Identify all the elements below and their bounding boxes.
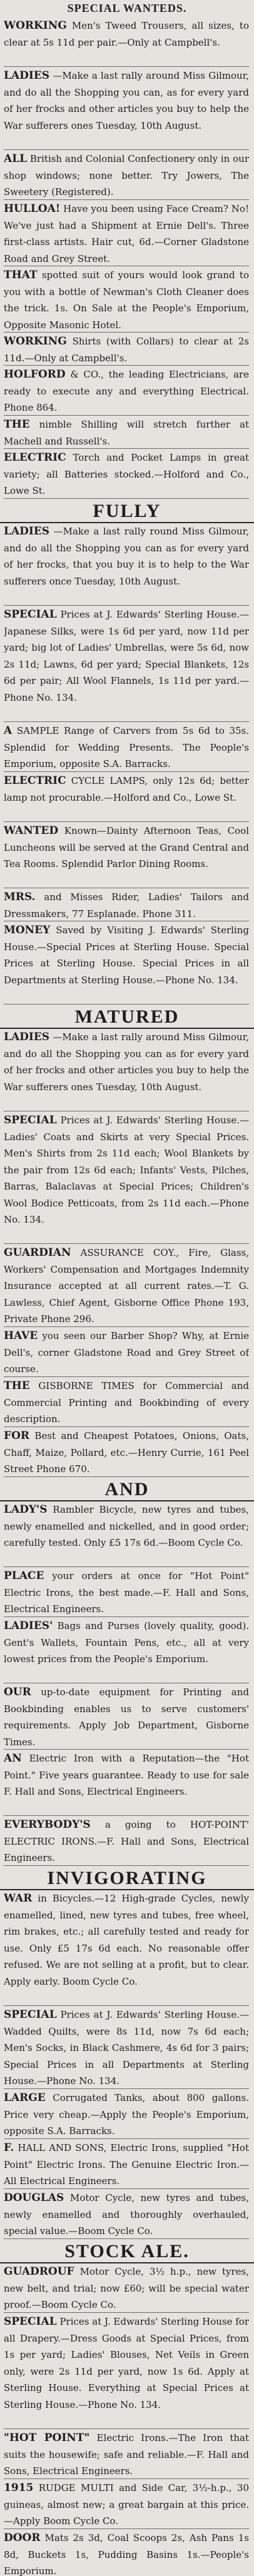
ad-body-text: your orders at once for "Hot Point" Electric Irons, the best made.—F. Hall and Sons, Electrical Engineers. [4, 1570, 249, 1615]
ad-lead-word: MRS. [4, 891, 36, 903]
classified-ad [4, 922, 249, 1005]
ad-lead-word: PLACE [4, 1570, 44, 1582]
classified-ad [4, 2140, 249, 2189]
ad-body-text: CYCLE LAMPS, only 12s 6d; better lamp not procurable.—Holford and Co., Lowe St. [4, 775, 249, 803]
ad-lead-word: SPECIAL [4, 1114, 57, 1126]
ad-lead-word: LADIES [4, 525, 50, 538]
section-heading: INVIGORATING [0, 1867, 254, 1890]
ad-lead-word: THE [4, 1380, 30, 1392]
classified-ad [4, 1328, 249, 1377]
classified-ad [4, 2530, 249, 2576]
classified-ad [4, 2190, 249, 2239]
classified-ad [4, 2313, 249, 2429]
ad-lead-word: WANTED [4, 824, 59, 837]
classified-ad [4, 606, 249, 722]
section-heading: AND [0, 1478, 254, 1501]
classified-ad [4, 416, 249, 449]
classified-ad [4, 1684, 249, 1750]
ad-body-text: a going to HOT-POINT' ELECTRIC IRONS.—F. Hall and Sons, Electrical Engineers. [4, 1819, 249, 1864]
ad-lead-word: GUARDIAN [4, 1246, 71, 1259]
section-heading: MATURED [0, 1005, 254, 1029]
ad-lead-word: A [4, 724, 13, 737]
ad-lead-word: SPECIAL [4, 2008, 57, 2021]
classified-ad [4, 68, 249, 150]
ad-body-text: Corrugated Tanks, about 800 gallons. Price very cheap.—Apply the People's Emporium, opposite S.A. Barracks. [4, 2092, 249, 2137]
ad-body-text: and Misses Rider, Ladies' Tailors and Dressmakers, 77 Esplanade. Phone 311. [4, 891, 249, 920]
classified-ad [4, 723, 249, 772]
ad-lead-word: MONEY [4, 924, 51, 936]
ad-body-text: Known—Dainty Afternoon Teas, Cool Luncheons will be served at the Grand Central and Tea Rooms. Splendid Parlor Dining Rooms. [4, 825, 249, 870]
ad-body-text: Electric Irons.—The Iron that suits the housewife; safe and reliable.—F. Hall and Sons, Electrical Engineers. [4, 2432, 249, 2477]
section-heading: FULLY [0, 499, 254, 523]
classified-ad [4, 889, 249, 921]
ad-lead-word: DOUGLAS [4, 2192, 64, 2204]
section-heading: STOCK ALE. [0, 2240, 254, 2263]
classified-ad [4, 1245, 249, 1327]
ad-lead-word: LADY'S [4, 1503, 48, 1516]
classified-ad [4, 2007, 249, 2089]
ad-body-text: Bags and Purses (lovely quality, good). Gent's Wallets, Fountain Pens, etc., all at very lowest prices from the People's Emporium. [4, 1620, 249, 1665]
ad-body-text: Shirts (with Collars) to clear at 2s 11d.—Only at Campbell's. [4, 336, 249, 364]
classified-ad [4, 1378, 249, 1427]
classified-ad [4, 2090, 249, 2139]
ad-body-text: —Make a last rally around Miss Gilmour, and do all the Shopping you can, as for every yard of her frocks and other articles you buy to help the War sufferers ones Tuesday, 10th August. [4, 70, 249, 131]
ad-body-text: nimble Shilling will stretch further at Machell and Russell's. [4, 419, 249, 447]
ad-body-text: Men's Tweed Trousers, all sizes, to clear at 5s 11d per pair.—Only at Campbell's. [4, 20, 249, 48]
ad-body-text: Best and Cheapest Potatoes, Onions, Oats, Chaff, Maize, Pollard, etc.—Henry Currie, 161 Peel Street Phone 670. [4, 1430, 249, 1475]
ad-lead-word: AN [4, 1752, 22, 1765]
ad-body-text: ASSURANCE COY., Fire, Glass, Workers' Compensation and Mortgages Indemnity Insurance accepted at all current rates.—T. G. Lawless, Chief Agent, Gisborne Office Phone 193, Private Phone 296. [4, 1247, 249, 1325]
ad-body-text: up-to-date equipment for Printing and Bookbinding enables us to serve customers' requirements. Apply Job Department, Gisborne Times. [4, 1686, 249, 1748]
ad-body-text: Have you been using Face Cream? No! We've just had a Shipment at Ernie Dell's. Three first-class artists. Hair cut, 6d.—Corner Gladstone Road and Grey Street. [4, 203, 249, 264]
classified-ad [4, 2430, 249, 2479]
ad-body-text: Prices at J. Edwards' Sterling House.—Ladies' Coats and Skirts at very Special Prices. Men's Shirts from 2s 11d each; Wool Blankets by the pair from 12s 6d each; Infants' Vests, Pilches, Barras, Balaclavas at Special Prices; Children's Wool Bodice Petticoats, from 2s 11d each.—Phone No. 134. [4, 1115, 249, 1226]
ad-lead-word: THE [4, 418, 30, 431]
ad-lead-word: HAVE [4, 1330, 38, 1342]
ad-lead-word: LARGE [4, 2092, 46, 2104]
classified-ad [4, 1890, 249, 2006]
classified-ad [4, 1501, 249, 1567]
ad-body-text: British and Colonial Confectionery only in our shop windows; none better. Try Jowers, The Sweetery (Registered). [4, 153, 249, 198]
ad-body-text: HALL AND SONS, Electric Irons, supplied "Hot Point" Electric Irons. The Genuine Electric Iron.—All Electrical Engineers. [4, 2142, 249, 2187]
classified-ad [4, 523, 249, 606]
ad-lead-word: LADIES [4, 1031, 50, 1043]
ad-lead-word: HOLFORD [4, 368, 66, 381]
ad-body-text: & CO., the leading Electricians, are ready to execute any and everything Electrical. Phone 864. [4, 369, 249, 414]
classified-ad [4, 1029, 249, 1111]
ad-lead-word: F. [4, 2142, 14, 2154]
ad-lead-word: GUADROUF [4, 2265, 74, 2278]
classified-ad [4, 18, 249, 67]
ad-body-text: Motor Cycle, 3½ h.p., new tyres, new belt, and trial; now £60; will be special water proof.—Boom Cycle Co. [4, 2266, 249, 2311]
ad-body-text: Torch and Pocket Lamps in great variety; all Batteries stocked.—Holford and Co., Lowe St. [4, 452, 249, 497]
ad-lead-word: ALL [4, 153, 28, 165]
classified-ad [4, 1428, 249, 1477]
ad-lead-word: WAR [4, 1892, 33, 1905]
classified-ad [4, 773, 249, 822]
classified-ad [4, 1112, 249, 1244]
ad-lead-word: OUR [4, 1686, 31, 1698]
ad-body-text: Mats 2s 3d, Coal Scoops 2s, Ash Pans 1s 8d, Buckets 1s, Pudding Basins 1s.—People's Emporium. [4, 2532, 249, 2576]
ad-body-text: spotted suit of yours would look grand to you with a bottle of Newman's Cloth Cleaner does the trick. 1s. On Sale at the People's Emporium, Opposite Masonic Hotel. [4, 269, 249, 331]
classified-ad [4, 2263, 249, 2313]
ad-body-text: SAMPLE Range of Carvers from 5s 6d to 35s. Splendid for Wedding Presents. The People's Emporium, opposite S.A. Barracks. [4, 725, 249, 770]
ad-body-text: in Bicycles.—12 High-grade Cycles, newly enamelled, lined, new tyres and tubes, free wheel, rim brakes, etc.; all carefully tested and ready for use. Only £5 17s 6d each. No reasonable offer refused. We are not selling at a profit, but to clear. Apply early. Boom Cycle Co. [4, 1893, 249, 1987]
ad-lead-word: 1915 [4, 2482, 34, 2494]
ad-lead-word: HULLOA! [4, 203, 61, 215]
classified-ad [4, 2480, 249, 2529]
ad-body-text: RUDGE MULTI and Side Car, 3½-h.p., 30 guineas, almost new; a great bargain at this price.—Apply Boom Cycle Co. [4, 2482, 249, 2527]
ad-lead-word: LADIES' [4, 1620, 53, 1632]
classified-ad [4, 1568, 249, 1617]
ad-lead-word: LADIES [4, 69, 50, 82]
ad-body-text: Saved by Visiting J. Edwards' Sterling House.—Special Prices at Sterling House. Special Prices at Sterling House. Special Prices in all Departments at Sterling House.—Phone No. 134. [4, 925, 249, 986]
ad-body-text: Rambler Bicycle, new tyres and tubes, newly enamelled and nickelled, and in good order; carefully tested. Only £5 17s 6d.—Boom Cycle Co. [4, 1504, 249, 1549]
ad-body-text: GISBORNE TIMES for Commercial and Commercial Printing and Bookbinding of every description. [4, 1380, 249, 1425]
ad-lead-word: ELECTRIC [4, 451, 66, 464]
classified-ad [4, 366, 249, 416]
page-title: SPECIAL WANTEDS. [67, 2, 187, 14]
ad-body-text: you seen our Barber Shop? Why, at Ernie Dell's, corner Gladstone Road and Grey Street of course. [4, 1330, 249, 1375]
classified-ad [4, 449, 249, 499]
ad-lead-word: WORKING [4, 19, 67, 32]
classified-ad [4, 1750, 249, 1816]
classified-ad [4, 201, 249, 266]
ad-lead-word: ELECTRIC [4, 774, 66, 787]
classified-ad [4, 1618, 249, 1683]
ad-lead-word: SPECIAL [4, 2315, 57, 2328]
ad-lead-word: "HOT POINT" [4, 2432, 90, 2444]
ad-body-text: Electric Iron with a Reputation—the "Hot Point." Five years guarantee. Ready to use for sale F. Hall and Sons, Electrical Engineers. [4, 1753, 249, 1798]
ad-lead-word: DOOR [4, 2532, 41, 2544]
ad-lead-word: SPECIAL [4, 608, 57, 621]
classified-ad [4, 1817, 249, 1866]
ad-body-text: —Make a last rally around Miss Gilmour, and do all the Shopping you can as for every yard of her frocks and other articles you buy to help the War sufferers ones Tuesday, 10th August. [4, 1031, 249, 1093]
classified-ad [4, 151, 249, 200]
ad-body-text: Motor Cycle, new tyres and tubes, newly enamelled and thoroughly overhauled, special value.—Boom Cycle Co. [4, 2192, 249, 2237]
classified-ad [4, 823, 249, 888]
ad-body-text: —Make a last rally round Miss Gilmour, and do all the Shopping you can as for every yard of her frocks, that you buy it is to help to the War sufferers once Tuesday, 10th August. [4, 526, 249, 587]
ad-lead-word: THAT [4, 269, 38, 281]
ad-body-text: Prices at J. Edwards' Sterling House.—Wadded Quilts, were 8s 11d, now 7s 6d each; Men's Socks, in Black Cashmere, 4s 6d for 3 pairs; Special Prices in all Departments at Sterling House.—Phone No. 134. [4, 2009, 249, 2087]
ad-lead-word: WORKING [4, 335, 67, 348]
ad-lead-word: EVERYBODY'S [4, 1818, 91, 1831]
classified-ad [4, 267, 249, 333]
classified-ad [4, 333, 249, 366]
ad-lead-word: FOR [4, 1430, 30, 1442]
ad-body-text: Prices at J. Edwards' Sterling House.—Japanese Silks, were 1s 6d per yard, now 11d per yard; big lot of Ladies' Umbrellas, were 5s 6d, now 2s 11d; Lawns, 6d per yard; Special Blankets, 12s 6d per pair; All Wool Flannels, 1s 11d per yard.—Phone No. 134. [4, 609, 249, 703]
ad-body-text: Prices at J. Edwards' Sterling House for all Drapery.—Dress Goods at Special Prices, from 1s per yard; Ladies' Blouses, Net Veils in Green only, were 2s 11d per yard, now 1s 6d. Apply at Sterling House. Everything at Special Prices at Sterling House.—Phone No. 134. [4, 2316, 249, 2410]
